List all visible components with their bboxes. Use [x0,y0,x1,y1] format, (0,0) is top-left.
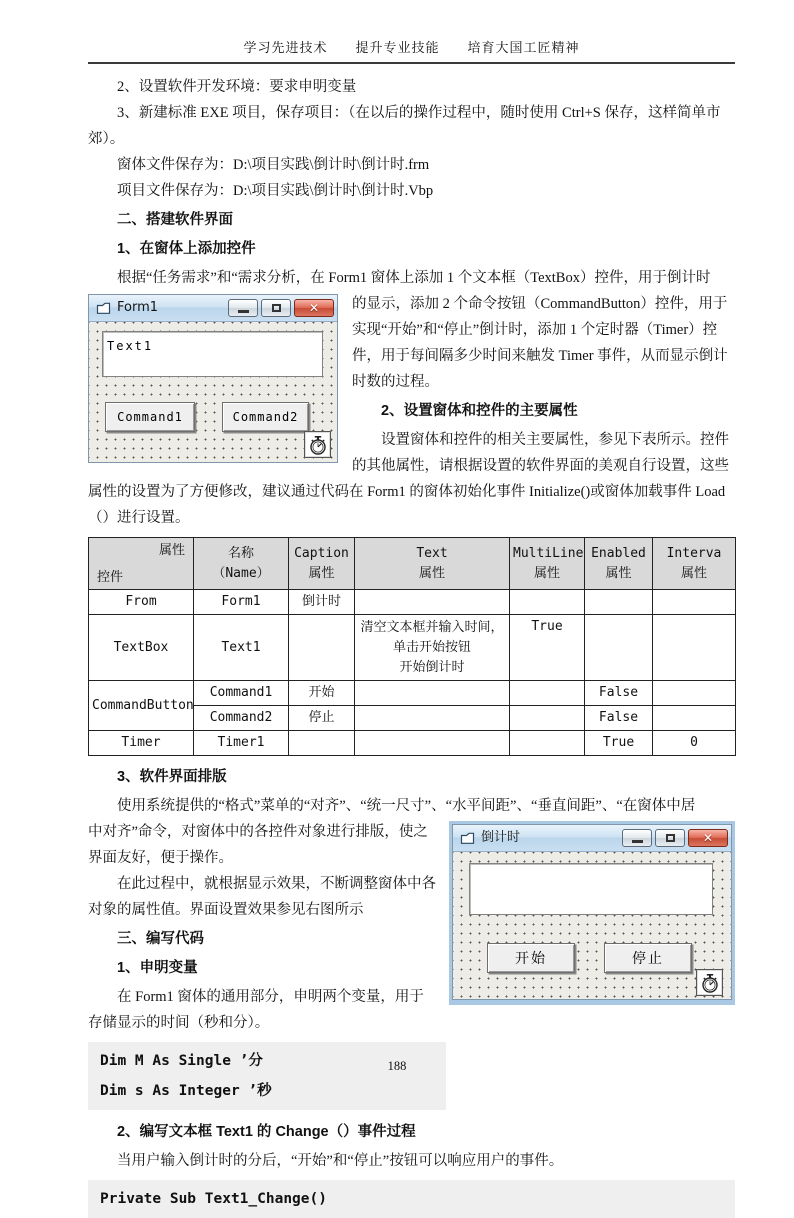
timer-stopwatch-icon [308,435,328,455]
corner-label-control: 控件 [97,569,124,584]
cell-command2-caption: 停止 [289,706,355,731]
cell-form-control: From [89,590,194,615]
section2-sub3-para2: 在此过程中，就根据显示效果，不断调整窗体中各对象的属性值。界面设置效果参见右图所示 [88,876,436,918]
form2-textbox[interactable] [469,863,713,915]
col-header-text: Text 属性 [355,538,510,590]
cell-commandbutton-control: CommandButton [89,681,194,731]
cell-timer-enabled: True [585,731,653,756]
form2-client-area [453,852,731,999]
cell-textbox-text: 清空文本框并输入时间，单击开始按钮 开始倒计时 [355,615,510,681]
col-header-enabled: Enabled 属性 [585,538,653,590]
table-row-command1 [89,681,736,706]
section3-sub2-para: 当用户输入倒计时的分后，“开始”和“停止”按钮可以响应用户的事件。 [117,1153,564,1169]
maximize-button[interactable] [261,299,291,317]
cell-timer-name: Timer1 [194,731,289,756]
section2-sub3-rest: 中对齐”命令，对窗体中的各控件对象进行排版，使之界面友好，便于操作。 [88,824,428,866]
form1-wrap-block [88,291,735,531]
section2-para-rest: 的显示，添加 2 个命令按钮（CommandButton）控件，用于实现“开始”和“停止”倒计时，添加 1 个定时器（Timer）控件，用于每间隔多少时间来触发 Timer 事件，从而显示倒计时数的过程。 [352,296,728,390]
timer-stopwatch-icon [700,973,720,993]
page-number: 188 [387,1059,407,1073]
col-header-caption: Caption 属性 [289,538,355,590]
header-rule [88,62,735,64]
cell-textbox-control: TextBox [89,615,194,681]
paragraph-form-save: 窗体文件保存为：D:\项目实践\倒计时\倒计时.frm [117,157,430,173]
section2-sub3-title: 3、软件界面排版 [117,769,227,785]
form1-command2-button[interactable]: Command2 [222,402,309,432]
minimize-button[interactable] [228,299,258,317]
maximize-button[interactable] [655,829,685,847]
form2-title: 倒计时 [481,830,521,845]
cell-command2-enabled: False [585,706,653,731]
section3-title: 三、编写代码 [117,931,204,947]
form2-titlebar[interactable] [453,825,731,852]
section2-sub2-title: 2、设置窗体和控件的主要属性 [381,403,578,419]
cell-command1-name: Command1 [194,681,289,706]
code-line: Private Sub Text1_Change() [100,1191,327,1207]
form2-stop-button[interactable]: 停止 [604,943,692,973]
form-icon [460,832,475,845]
paragraph-new-project: 3、新建标准 EXE 项目，保存项目：（在以后的操作过程中，随时使用 Ctrl+S 保存，这样简单市郊）。 [88,105,721,147]
cell-command1-caption: 开始 [289,681,355,706]
close-button[interactable]: ✕ [688,829,728,847]
code-line: Dim M As Single ’分 [100,1053,263,1069]
section2-para-line1: 根据“任务需求”和“需求分析，在 Form1 窗体上添加 1 个文本框（TextBox）控件，用于倒计时 [117,270,711,286]
paragraph-env: 2、设置软件开发环境：要求申明变量 [117,79,357,95]
form1-title: Form1 [117,300,159,315]
cell-textbox-multiline: True [510,615,585,681]
page-header-motto: 学习先进技术 提升专业技能 培育大国工匠精神 [243,40,580,55]
cell-command1-enabled: False [585,681,653,706]
form2-start-button[interactable]: 开始 [487,943,575,973]
col-header-interval: Interva 属性 [653,538,736,590]
form-icon [96,302,111,315]
section3-sub1-para: 在 Form1 窗体的通用部分，申明两个变量，用于存储显示的时间（秒和分）。 [88,989,424,1031]
timer-control[interactable] [304,431,331,458]
section3-sub1-title: 1、申明变量 [117,960,198,976]
cell-timer-control: Timer [89,731,194,756]
form1-client-area [89,322,337,462]
table-header-row [89,538,736,590]
form1-textbox-text1[interactable]: Text1 [102,331,323,377]
table-row-form [89,590,736,615]
timer-control[interactable] [696,969,723,996]
code-block-text1-change [88,1180,735,1218]
code-line: Dim s As Integer ’秒 [100,1083,272,1099]
cell-timer-interval: 0 [653,731,736,756]
table-row-timer [89,731,736,756]
corner-label-property: 属性 [158,542,185,557]
paragraph-project-save: 项目文件保存为：D:\项目实践\倒计时\倒计时.Vbp [117,183,434,199]
col-header-multiline: MultiLine 属性 [510,538,585,590]
cell-form-name: Form1 [194,590,289,615]
form1-titlebar[interactable] [89,295,337,322]
table-corner-cell [89,538,194,590]
col-header-name: 名称 （Name） [194,538,289,590]
minimize-button[interactable] [622,829,652,847]
table-row-textbox [89,615,736,681]
section2-sub2-para: 设置窗体和控件的相关主要属性，参见下表所示。控件的其他属性，请根据设置的软件界面的美观自行设置，这些属性的设置为了方便修改，建议通过代码在 Form1 的窗体初始化事件 Initialize()或窗体加载事件 Load（）进行设置。 [88,432,729,526]
section2-sub1-title: 1、在窗体上添加控件 [117,241,256,257]
section2-title: 二、搭建软件界面 [117,212,233,228]
form1-command1-button[interactable]: Command1 [105,402,195,432]
section2-sub3-line1: 使用系统提供的“格式”菜单的“对齐”、“统一尺寸”、“水平间距”、“垂直间距”、“在窗体中居 [117,798,696,814]
cell-textbox-name: Text1 [194,615,289,681]
cell-form-caption: 倒计时 [289,590,355,615]
close-button[interactable]: ✕ [294,299,334,317]
vb-form2-window [452,824,732,1000]
cell-command2-name: Command2 [194,706,289,731]
vb-form1-window [88,294,338,463]
section3-sub2-title: 2、编写文本框 Text1 的 Change（）事件过程 [117,1124,416,1140]
vb-form2-frame [449,821,735,1005]
properties-table [88,537,736,756]
